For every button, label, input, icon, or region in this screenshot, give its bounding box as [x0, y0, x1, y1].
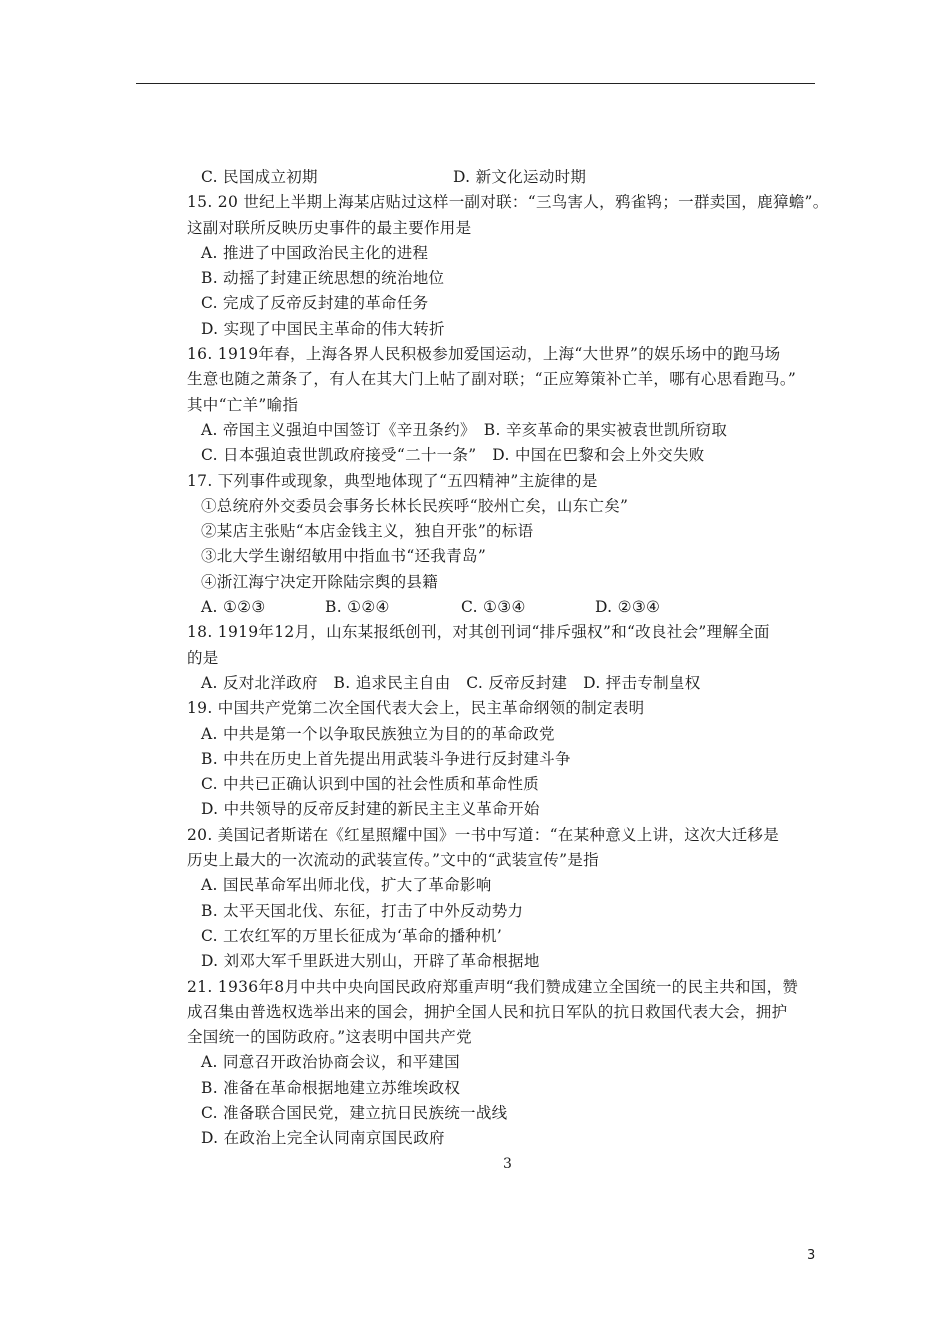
option-line: C. 日本强迫袁世凯政府接受“二十一条” D. 中国在巴黎和会上外交失败: [201, 446, 705, 465]
scan-page-number: 3: [503, 1156, 512, 1172]
option-d: D. ②③④: [595, 598, 661, 617]
option-line: C. 准备联合国民党，建立抗日民族统一战线: [201, 1103, 508, 1122]
question-19-line: 19. 中国共产党第二次全国代表大会上，民主革命纲领的制定表明: [187, 699, 645, 718]
option-a: A. ①②③: [201, 598, 266, 617]
exam-line: [187, 165, 847, 190]
option-line: A. 帝国主义强迫中国签订《辛丑条约》 B. 辛亥革命的果实被袁世凯所窃取: [201, 420, 728, 439]
question-21-line: 成召集由普选权选举出来的国会，拥护全国人民和抗日军队的抗日救国代表大会，拥护: [187, 1002, 788, 1021]
option-line: B. 动摇了封建正统思想的统治地位: [201, 269, 445, 288]
option-line: C. 完成了反帝反封建的革命任务: [201, 294, 429, 313]
option-d: D. 新文化运动时期: [453, 168, 587, 186]
statement-line: ②某店主张贴“本店金钱主义，独自开张”的标语: [201, 522, 534, 541]
option-line: D. 实现了中国民主革命的伟大转折: [201, 319, 445, 338]
question-17-line: 17. 下列事件或现象，典型地体现了“五四精神”主旋律的是: [187, 471, 598, 490]
question-16-line: 16. 1919年春，上海各界人民积极参加爱国运动，上海“大世界”的娱乐场中的跑马场: [187, 345, 781, 364]
question-21-line: 全国统一的国防政府。”这表明中国共产党: [187, 1028, 472, 1047]
option-line: C. 中共已正确认识到中国的社会性质和革命性质: [201, 775, 540, 794]
option-line: A. 同意召开政治协商会议，和平建国: [201, 1053, 460, 1072]
option-line: D. 刘邓大军千里跃进大别山，开辟了革命根据地: [201, 952, 540, 971]
option-b: B. ①②④: [325, 598, 390, 617]
question-20-line: 20. 美国记者斯诺在《红星照耀中国》一书中写道：“在某种意义上讲，这次大迁移是: [187, 825, 780, 844]
question-18-line: 18. 1919年12月，山东某报纸创刊，对其创刊词“排斥强权”和“改良社会”理解全面: [187, 623, 770, 642]
question-18-line: 的是: [187, 648, 219, 667]
option-line: B. 准备在革命根据地建立苏维埃政权: [201, 1078, 461, 1097]
statement-line: ④浙江海宁决定开除陆宗舆的县籍: [201, 572, 439, 591]
option-line: A. 推进了中国政治民主化的进程: [201, 243, 429, 262]
option-line: A. 国民革命军出师北伐，扩大了革命影响: [201, 876, 492, 895]
question-16-line: 生意也随之萧条了，有人在其大门上帖了副对联；“正应筹策补亡羊，哪有心思看跑马。”: [187, 370, 797, 389]
option-line: C. 工农红军的万里长征成为‘革命的播种机’: [201, 926, 503, 945]
question-20-line: 历史上最大的一次流动的武装宣传。”文中的“武装宣传”是指: [187, 851, 599, 870]
page-number: 3: [807, 1248, 816, 1263]
exam-content: [187, 165, 847, 1152]
header-rule: [136, 83, 815, 84]
question-15-line: 15. 20 世纪上半期上海某店贴过这样一副对联：“三鸟害人，鸦雀鸨；一群卖国，鹿獐蟾”。: [187, 193, 829, 212]
question-21-line: 21. 1936年8月中共中央向国民政府郑重声明“我们赞成建立全国统一的民主共和国，赞: [187, 977, 799, 996]
option-line: D. 中共领导的反帝反封建的新民主主义革命开始: [201, 800, 540, 819]
option-line: B. 太平天国北伐、东征，打击了中外反动势力: [201, 901, 524, 920]
question-16-line: 其中“亡羊”喻指: [187, 395, 299, 414]
question-15-line: 这副对联所反映历史事件的最主要作用是: [187, 218, 472, 237]
option-line: D. 在政治上完全认同南京国民政府: [201, 1129, 445, 1148]
option-line: B. 中共在历史上首先提出用武装斗争进行反封建斗争: [201, 749, 571, 768]
option-c: C. 民国成立初期: [201, 168, 318, 186]
statement-line: ③北大学生谢绍敏用中指血书“还我青岛”: [201, 547, 487, 566]
statement-line: ①总统府外交委员会事务长林长民疾呼“胶州亡矣，山东亡矣”: [201, 496, 629, 515]
option-row: [187, 595, 847, 620]
option-c: C. ①③④: [461, 598, 526, 617]
option-line: A. 反对北洋政府 B. 追求民主自由 C. 反帝反封建 D. 抨击专制皇权: [201, 673, 701, 692]
option-line: A. 中共是第一个以争取民族独立为目的的革命政党: [201, 724, 555, 743]
